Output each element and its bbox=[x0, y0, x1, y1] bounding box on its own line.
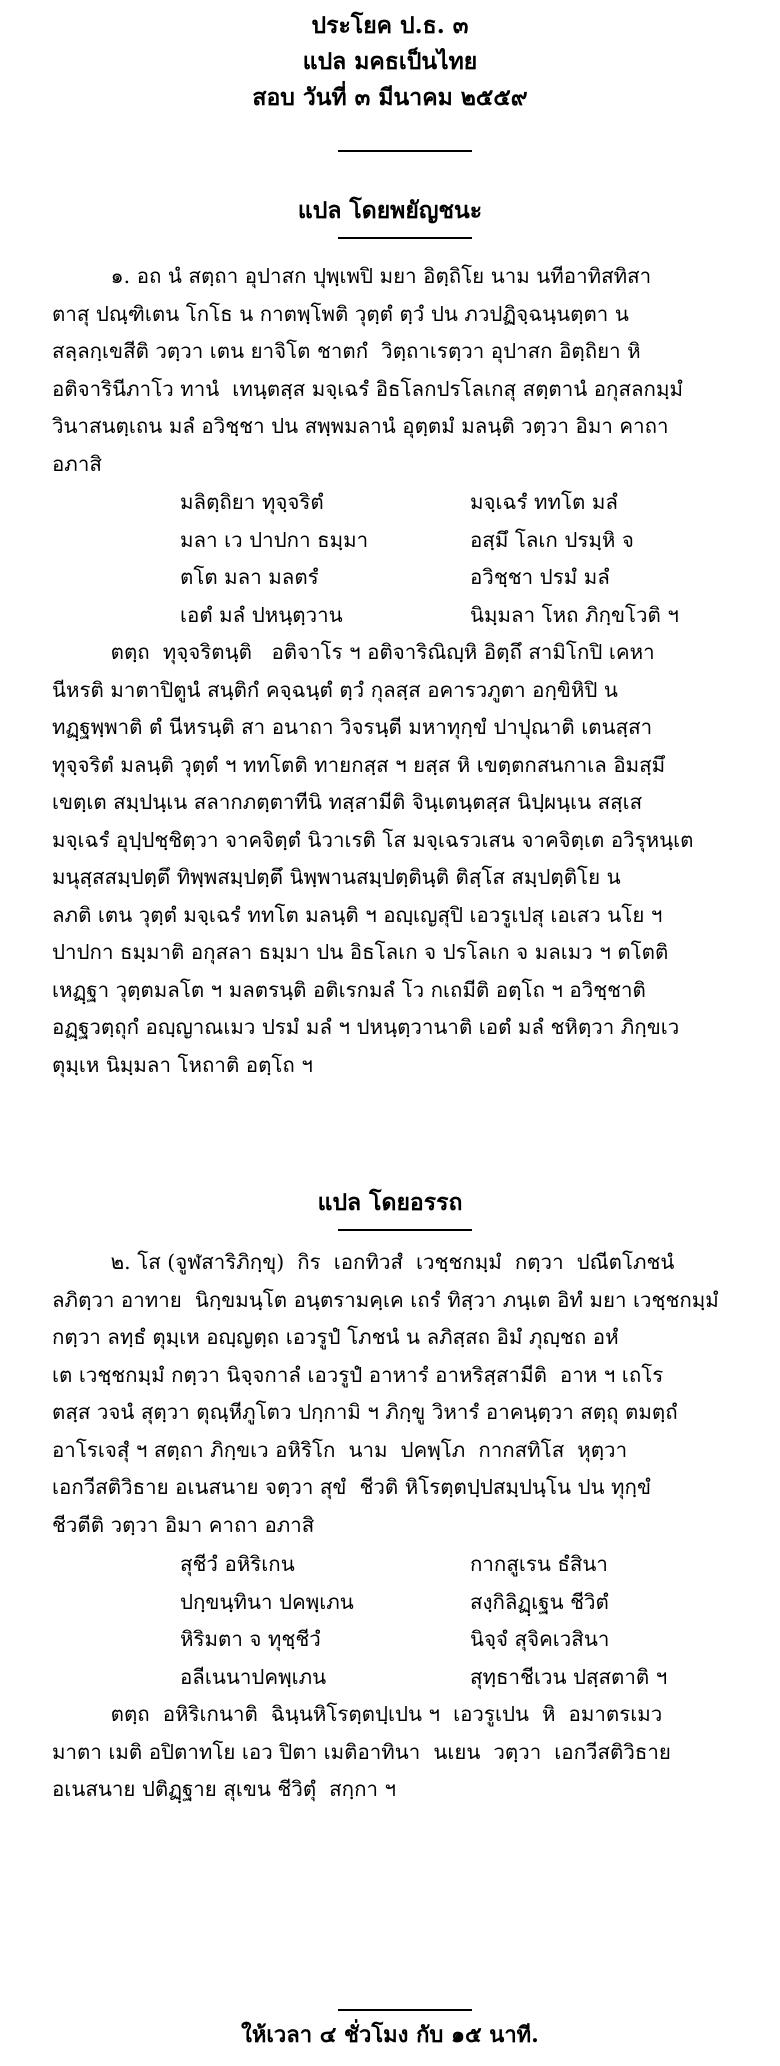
text-line: สลฺลกฺเขสีติ วตฺวา เตน ยาจิโต ชาตกํ วิตฺถาเรตฺวา อุปาสก อิตฺถิยา หิ bbox=[52, 339, 641, 363]
exam-header bbox=[0, 8, 780, 116]
verse-line bbox=[0, 1621, 780, 1659]
exam-date: สอบ วันที่ ๓ มีนาคม ๒๕๕๙ bbox=[252, 84, 528, 111]
section1-intro-paragraph bbox=[52, 258, 728, 483]
verse-second-half: นิจฺจํ สุจิคเวสินา bbox=[470, 1627, 610, 1651]
text-line: มาตา เมติ อปิตาทโย เอว ปิตา เมติอาทินา นเยน วตฺวา เอกวีสติวิธาย bbox=[52, 1739, 671, 1764]
verse-line bbox=[0, 484, 780, 522]
verse-second-half: สุทฺธาชีเวน ปสฺสตาติ ฯ bbox=[470, 1664, 668, 1689]
time-allowed: ให้เวลา ๔ ชั่วโมง กับ ๑๕ นาที. bbox=[241, 2022, 539, 2048]
verse-second-half: อสฺมึ โลเก ปรมฺหิ จ bbox=[470, 527, 634, 552]
section1-heading-underline bbox=[338, 237, 472, 239]
verse-first-half: เอตํ มลํ ปหนฺตฺวาน bbox=[180, 602, 343, 627]
text-line: ๒. โส (จูฬสาริภิกฺขุ) กิร เอกทิวสํ เวชฺชกมฺมํ กตฺวา ปณีตโภชนํ bbox=[52, 1250, 675, 1274]
verse-line bbox=[0, 1659, 780, 1697]
text-line: อติจารินีภาโว ทานํ เทนฺตสฺส มจฺเฉรํ อิธโลกปรโลเกสุ สตฺตานํ อกุสลกมฺมํ bbox=[52, 376, 683, 401]
verse-first-half: หิริมตา จ ทุชฺชีวํ bbox=[180, 1627, 321, 1651]
text-line: ตสฺส วจนํ สุตฺวา ตุณฺหีภูโตว ปกฺกามิ ฯ ภิกฺขู วิหารํ อาคนฺตฺวา สตฺถุ ตมตฺถํ bbox=[52, 1400, 678, 1424]
text-line: ตตฺถ อหิริเกนาติ ฉินฺนหิโรตฺตปฺเปน ฯ เอวรูเปน หิ อมาตรเมว bbox=[52, 1702, 663, 1726]
section2-heading-underline bbox=[338, 1229, 472, 1231]
verse-second-half: มจฺเฉรํ ททโต มลํ bbox=[470, 490, 618, 514]
exam-level: ประโยค ป.ธ. ๓ bbox=[311, 12, 469, 39]
verse-first-half: มลา เว ปาปกา ธมฺมา bbox=[180, 527, 369, 552]
section2-commentary-paragraph bbox=[52, 1696, 728, 1809]
text-line: ตาสุ ปณฺฑิเตน โกโธ น กาตพฺโพติ วุตฺตํ ตฺวํ ปน ภวปฏิจฺฉนฺนตฺตา น bbox=[52, 301, 629, 326]
text-line: ตุมฺเห นิมฺมลา โหถาติ อตฺโถ ฯ bbox=[52, 1052, 313, 1077]
text-line: นีหรติ มาตาปิตูนํ สนฺติกํ คจฺฉนฺตํ ตฺวํ กุลสฺส อคารวภูตา อกฺขิหิปิ น bbox=[52, 677, 618, 702]
verse-first-half: ปกฺขนฺทินา ปคพฺเภน bbox=[180, 1589, 354, 1614]
text-line: ๑. อถ นํ สตฺถา อุปาสก ปุพฺเพปิ มยา อิตฺถิโย นาม นทีอาทิสทิสา bbox=[52, 264, 652, 288]
text-line: มนุสฺสสมฺปตฺตึ ทิพฺพสมฺปตฺตึ นิพฺพานสมฺปตฺตินฺติ ติสฺโส สมฺปตฺติโย น bbox=[52, 865, 621, 889]
verse-line bbox=[0, 1584, 780, 1622]
verse-second-half: นิมฺมลา โหถ ภิกฺขโวติ ฯ bbox=[470, 602, 679, 627]
section1-heading: แปล โดยพยัญชนะ bbox=[297, 197, 483, 224]
text-line: อภาสิ bbox=[52, 451, 102, 476]
text-line: กตฺวา ลทฺธํ ตุมฺเห อญฺญตฺถ เอวรูปํ โภชนํ น ลภิสฺสถ อิมํ ภุญฺชถ อหํ bbox=[52, 1325, 619, 1349]
text-line: เอกวีสติวิธาย อเนสนาย จตฺวา สุขํ ชีวติ หิโรตฺตปฺปสมฺปนฺโน ปน ทุกฺขํ bbox=[52, 1475, 651, 1499]
section1-commentary-paragraph bbox=[52, 634, 728, 1084]
text-line: เหฏฺฐา วุตฺตมลโต ฯ มลตรนฺติ อติเรกมลํ โว กเถมีติ อตฺโถ ฯ อวิชฺชาติ bbox=[52, 977, 646, 1002]
verse-line bbox=[0, 559, 780, 597]
section2-verses bbox=[0, 1546, 780, 1696]
text-line: ทุจฺจริตํ มลนฺติ วุตฺตํ ฯ ททโตติ ทายกสฺส ฯ ยสฺส หิ เขตฺตกสนกาเล อิมสฺมึ bbox=[52, 752, 666, 777]
text-line: อฏฺฐวตฺถุกํ อญฺญาณเมว ปรมํ มลํ ฯ ปหนฺตฺวานาติ เอตํ มลํ ชหิตฺวา ภิกฺขเว bbox=[52, 1015, 680, 1039]
verse-line bbox=[0, 597, 780, 635]
text-line: อาโรเจสุํ ฯ สตฺถา ภิกฺขเว อหิริโก นาม ปคพฺโภ กากสทิโส หุตฺวา bbox=[52, 1437, 628, 1462]
verse-first-half: สุชีวํ อหิริเกน bbox=[180, 1552, 295, 1576]
text-line: เขตฺเต สมฺปนฺเน สลากภตฺตาทีนิ ทสฺสามีติ จินฺเตนฺตสฺส นิปฺผนฺเน สสฺเส bbox=[52, 790, 643, 814]
verse-line bbox=[0, 522, 780, 560]
verse-second-half: อวิชฺชา ปรมํ มลํ bbox=[470, 565, 610, 589]
verse-second-half: กากสูเรน ธํสินา bbox=[470, 1552, 608, 1576]
verse-first-half: มลิตฺถิยา ทุจฺจริตํ bbox=[180, 490, 324, 514]
exam-subject: แปล มคธเป็นไทย bbox=[302, 48, 478, 75]
section2-heading: แปล โดยอรรถ bbox=[317, 1189, 463, 1216]
verse-second-half: สงฺกิลิฏฺเฐน ชีวิตํ bbox=[470, 1589, 609, 1614]
verse-first-half: อลีเนนาปคพฺเภน bbox=[180, 1664, 327, 1689]
section1-verses bbox=[0, 484, 780, 634]
text-line: เต เวชฺชกมฺมํ กตฺวา นิจฺจกาลํ เอวรูปํ อาหารํ อาหริสฺสามีติ อาห ฯ เถโร bbox=[52, 1362, 664, 1387]
text-line: ทฏฺฐพฺพาติ ตํ นีหรนฺติ สา อนาถา วิจรนฺตี มหาทุกฺขํ ปาปุณาติ เตนสฺสา bbox=[52, 715, 653, 739]
text-line: ชีวตีติ วตฺวา อิมา คาถา อภาสิ bbox=[52, 1512, 315, 1537]
header-underline bbox=[338, 150, 472, 152]
section2-intro-paragraph bbox=[52, 1244, 728, 1544]
text-line: ลภติ เตน วุตฺตํ มจฺเฉรํ ททโต มลนฺติ ฯ อญฺเญสุปิ เอวรูเปสุ เอเสว นโย ฯ bbox=[52, 902, 663, 927]
text-line: ปาปกา ธมฺมาติ อกุสลา ธมฺมา ปน อิธโลเก จ ปรโลเก จ มลเมว ฯ ตโตติ bbox=[52, 940, 669, 964]
text-line: วินาสนตฺเถน มลํ อวิชฺชา ปน สพฺพมลานํ อุตฺตมํ มลนฺติ วตฺวา อิมา คาถา bbox=[52, 414, 669, 438]
text-line: อเนสนาย ปติฏฺฐาย สุเขน ชีวิตุํ สกฺกา ฯ bbox=[52, 1777, 397, 1801]
text-line: ลภิตฺวา อาทาย นิกฺขมนฺโต อนฺตรามคฺเค เถรํ ทิสฺวา ภนฺเต อิทํ มยา เวชฺชกมฺมํ bbox=[52, 1287, 719, 1312]
verse-first-half: ตโต มลา มลตรํ bbox=[180, 565, 319, 589]
footer-rule bbox=[338, 2009, 472, 2011]
verse-line bbox=[0, 1546, 780, 1584]
text-line: มจฺเฉรํ อุปฺปชฺชิตฺวา จาคจิตฺตํ นิวาเรติ โส มจฺเฉรวเสน จาคจิตฺเต อวิรุหนฺเต bbox=[52, 827, 694, 852]
text-line: ตตฺถ ทุจฺจริตนฺติ อติจาโร ฯ อติจาริณิญฺหิ อิตฺถึ สามิโกปิ เคหา bbox=[52, 640, 655, 664]
